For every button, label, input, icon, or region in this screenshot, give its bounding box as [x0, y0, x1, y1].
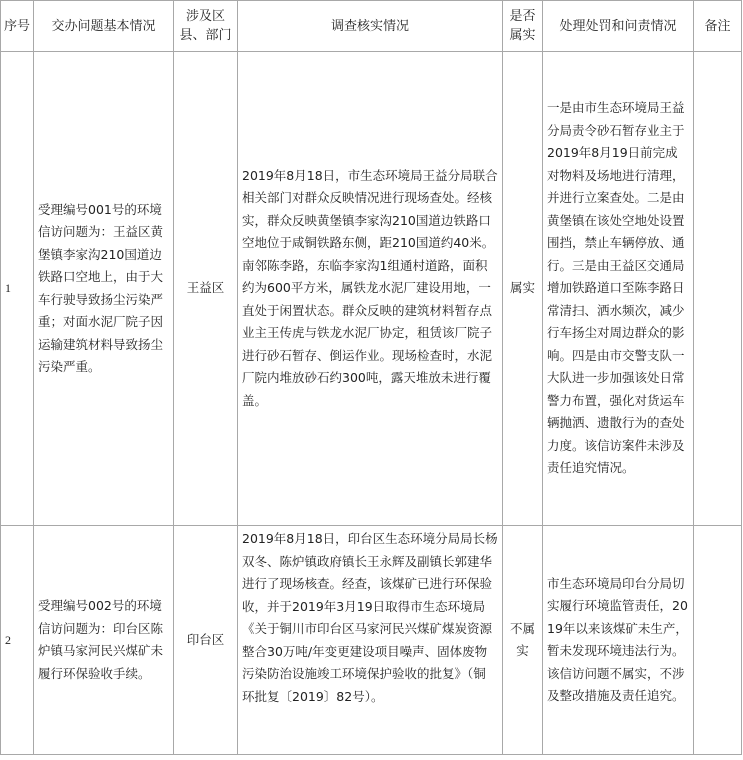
- header-issue: 交办问题基本情况: [34, 1, 174, 52]
- row-no: 2: [1, 526, 34, 755]
- header-verified: 是否属实: [503, 1, 543, 52]
- row-no: 1: [1, 52, 34, 526]
- row-remarks: [694, 52, 742, 526]
- header-handling: 处理处罚和问责情况: [543, 1, 694, 52]
- header-investigation: 调查核实情况: [238, 1, 503, 52]
- row-handling: 市生态环境局印台分局切实履行环境监管责任，2019年以来该煤矿未生产，暂未发现环境违法行为。该信访问题不属实，不涉及整改措施及责任追究。: [543, 526, 694, 755]
- row-issue: 受理编号001号的环境信访问题为：王益区黄堡镇李家沟210国道边铁路口空地上，由于大车行驶导致扬尘污染严重；对面水泥厂院子因运输建筑材料导致扬尘污染严重。: [34, 52, 174, 526]
- row-district: 印台区: [174, 526, 238, 755]
- row-verified: 不属实: [503, 526, 543, 755]
- row-verified: 属实: [503, 52, 543, 526]
- table-row: [1, 52, 742, 526]
- header-no: 序号: [1, 1, 34, 52]
- row-issue: 受理编号002号的环境信访问题为：印台区陈炉镇马家河民兴煤矿未履行环保验收手续。: [34, 526, 174, 755]
- row-investigation: 2019年8月18日，印台区生态环境分局局长杨双冬、陈炉镇政府镇长王永辉及副镇长郭建华进行了现场核查。经查，该煤矿已进行环保验收，并于2019年3月19日取得市生态环境局《关于铜川市印台区马家河民兴煤矿煤炭资源整合30万吨/年变更建设项目噪声、固体废物污染防治设施竣工环境保护验收的批复》（铜环批复〔2019〕82号）。: [238, 526, 503, 755]
- row-district: 王益区: [174, 52, 238, 526]
- header-district: 涉及区县、部门: [174, 1, 238, 52]
- row-remarks: [694, 526, 742, 755]
- header-row: [1, 1, 742, 52]
- row-handling: 一是由市生态环境局王益分局责令砂石暂存业主于2019年8月19日前完成对物料及场地进行清理，并进行立案查处。二是由黄堡镇在该处空地处设置围挡，禁止车辆停放、通行。三是由王益区交通局增加铁路道口至陈李路日常清扫、洒水频次，减少行车扬尘对周边群众的影响。四是由市交警支队一大队进一步加强该处日常警力布置，强化对货运车辆抛洒、遗散行为的查处力度。该信访案件未涉及责任追究情况。: [543, 52, 694, 526]
- row-investigation: 2019年8月18日，市生态环境局王益分局联合相关部门对群众反映情况进行现场查处。经核实，群众反映黄堡镇李家沟210国道边铁路口空地位于咸铜铁路东侧，距210国道约40米。南邻陈李路，东临李家沟1组通村道路，面积约为600平方米，属铁龙水泥厂建设用地，一直处于闲置状态。群众反映的建筑材料暂存点业主王传虎与铁龙水泥厂协定，租赁该厂院子进行砂石暂存、倒运作业。现场检查时，水泥厂院内堆放砂石约300吨，露天堆放未进行覆盖。: [238, 52, 503, 526]
- table-row: [1, 526, 742, 755]
- header-remarks: 备注: [694, 1, 742, 52]
